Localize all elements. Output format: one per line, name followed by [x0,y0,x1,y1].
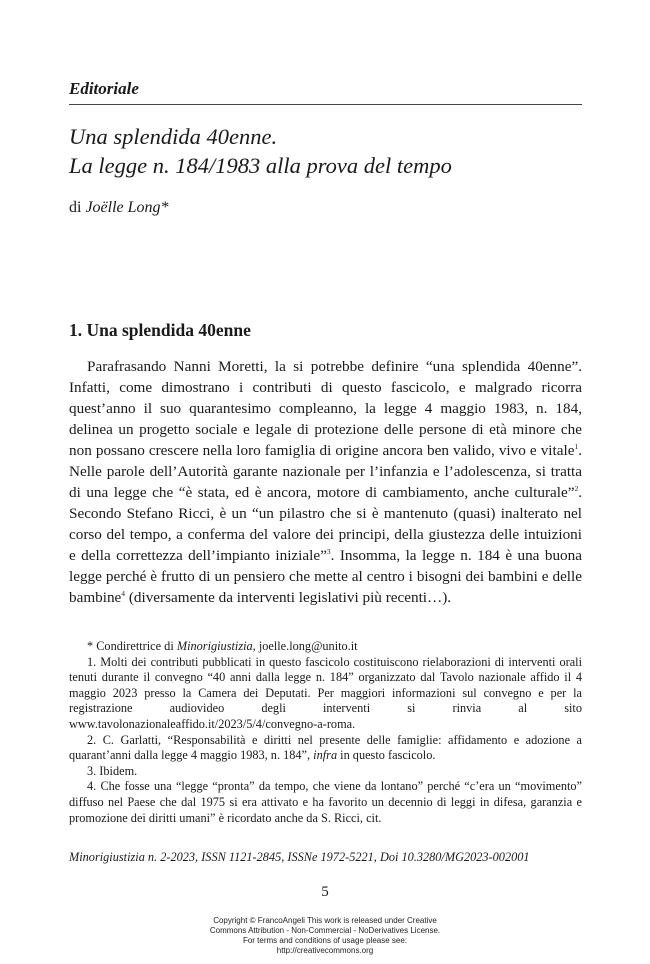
footnote-1: 1. Molti dei contributi pubblicati in questo fascicolo costituiscono rielaborazioni di interventi orali tenuti durante il convegno “40 anni dalla legge n. 184” organizzato dal Tavolo nazionale affido il 4 maggio 2023 presso la Camera dei Deputati. Per maggiori informazioni sul convegno e per la registrazione audiovideo degli interventi si rinvia al sito www.tavolonazionaleaffido.it/2023/5/4/convegno-a-roma. [69,654,582,731]
body-text-4: . Insomma, la legge n. 184 è una buona legge perché è frutto di un pensiero che mette al centro i bisogni dei bambini e delle bambine [69,547,582,606]
header-rule [69,104,582,105]
article-title [69,122,589,180]
title-line-1: Una splendida 40enne. [69,124,278,149]
section-label: Editoriale [69,79,139,98]
section-heading: 1. Una splendida 40enne [69,320,251,340]
footnote-journal-name: Minorigiustizia [176,639,253,653]
footnote-ref-3: 3 [326,547,331,556]
footnote-2-tail: in questo fascicolo. [337,748,436,763]
page-number: 5 [321,884,329,900]
footnote-2-emph: infra [313,748,338,763]
license-link[interactable]: http://creativecommons.org [276,946,374,955]
footnotes [69,639,582,826]
license-line-1: Copyright © FrancoAngeli This work is released under Creative [213,916,437,925]
footnote-author-email: , joelle.long@unito.it [252,639,358,653]
journal-citation: Minorigiustizia n. 2-2023, ISSN 1121-2845, ISSNe 1972-5221, Doi 10.3280/MG2023-002001 [69,850,530,864]
body-text-5: (diversamente da interventi legislativi più recenti…). [125,589,452,606]
byline-prefix: di [69,199,86,216]
footnote-author [69,639,582,655]
title-line-2: La legge n. 184/1983 alla prova del tempo [69,153,452,178]
footnote-2-text: 2. C. Garlatti, “Responsabilità e diritti nel presente delle famiglie: affidamento e adozione a quarant’anni dalla legge 4 maggio 1983, n. 184”, [69,732,582,763]
license-line-3: For terms and conditions of usage please see: [242,936,408,945]
license-line-2: Commons Attribution - Non-Commercial - NoDerivatives License. [209,926,441,935]
footnote-3: 3. Ibidem. [87,763,138,778]
footnote-4: 4. Che fosse una “legge “pronta” da tempo, che viene da lontano” perché “c’era un “movimento” diffuso nel Paese che dal 1975 si era attivato e ha favorito un decennio di leggi in difesa, garanzia e promozione dei diritti umani” è ricordato anche da S. Ricci, cit. [69,779,582,825]
byline [69,199,169,217]
footnote-ref-1: 1 [574,442,579,451]
body-text-1: Parafrasando Nanni Moretti, la si potrebbe definire “una splendida 40enne”. Infatti, come dimostrano i contributi di questo fascicolo, e malgrado ricorra quest’anno il suo quarantesimo compleanno, la legge 4 maggio 1983, n. 184, delinea un progetto sociale e legale di protezione delle persone di età minore che non possano crescere nella loro famiglia di origine ancora ben valido, vivo e vitale [69,358,582,459]
body-text-3: . Secondo Stefano Ricci, è un “un pilastro che si è mantenuto (quasi) inalterato nel corso del tempo, a conferma del valore dei principi, della giustezza delle intuizioni e della correttezza dell’impianto iniziale” [69,484,582,564]
footnote-ref-2: 2 [574,484,579,493]
license-notice [0,916,650,956]
body-paragraph [69,356,582,608]
author-name: Joëlle Long* [85,199,169,216]
footnote-author-prefix: * Condirettrice di [87,639,177,653]
body-text-2: . Nelle parole dell’Autorità garante nazionale per l’infanzia e l’adolescenza, si tratta di una legge che “è stata, ed è ancora, motore di cambiamento, anche culturale” [69,442,582,501]
footnote-2 [69,733,582,764]
footnote-ref-4: 4 [121,589,126,598]
